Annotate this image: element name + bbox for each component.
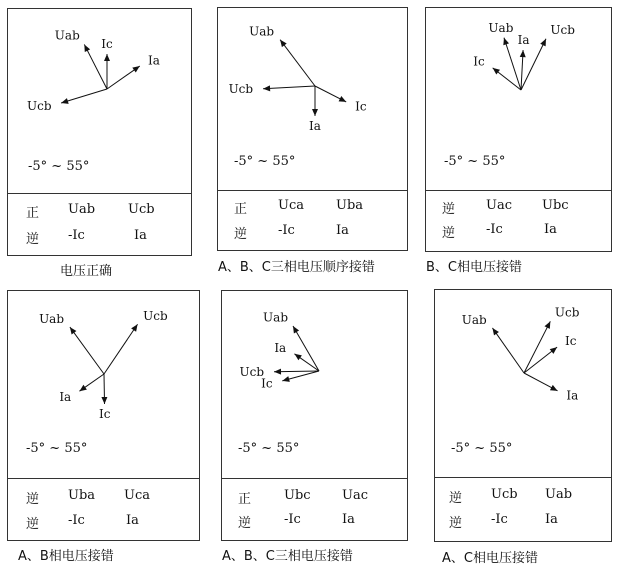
phasor-panel-5 — [221, 290, 408, 541]
arrowhead — [282, 376, 290, 382]
arrowhead — [101, 397, 107, 404]
vector-ic — [524, 334, 577, 373]
vector-uab — [488, 21, 521, 90]
row-2-col-1: -Ic — [284, 512, 301, 527]
caption-2: A、B、C三相电压顺序接错 — [218, 260, 375, 275]
angle-range: -5° ~ 55° — [26, 441, 88, 456]
row-2-col-2: Ia — [544, 222, 557, 237]
caption-5: A、B、C三相电压接错 — [222, 549, 353, 564]
vector-label: Ic — [98, 406, 111, 421]
vector-ic — [315, 86, 367, 113]
table-divider — [222, 478, 407, 479]
arrowhead — [293, 326, 299, 334]
vector-uab — [462, 313, 524, 373]
arrowhead — [550, 347, 557, 354]
vector-uab — [39, 312, 104, 374]
angle-range: -5° ~ 55° — [451, 441, 513, 456]
vector-label: Ic — [101, 37, 113, 51]
phasor-panel-4 — [7, 290, 200, 541]
vector-line — [524, 321, 550, 373]
vector-line — [293, 326, 319, 371]
row-2-sequence: 逆 — [442, 226, 456, 241]
row-1-col-2: Uac — [342, 488, 368, 503]
row-1-sequence: 正 — [26, 206, 40, 221]
vector-ucb — [27, 89, 107, 113]
vector-ia — [524, 373, 578, 403]
row-2-col-2: Ia — [126, 513, 139, 528]
vector-line — [61, 89, 107, 103]
arrowhead — [520, 50, 526, 57]
angle-range: -5° ~ 55° — [28, 159, 90, 174]
row-1-sequence: 逆 — [26, 492, 40, 507]
vector-uab — [263, 310, 319, 371]
angle-range: -5° ~ 55° — [234, 154, 296, 169]
vector-ucb — [104, 309, 168, 374]
row-2-col-2: Ia — [342, 512, 355, 527]
table-divider — [435, 477, 611, 478]
vector-line — [84, 44, 107, 89]
vector-ia — [59, 374, 104, 404]
vector-label: Ic — [355, 99, 367, 114]
vector-label: Ia — [147, 53, 160, 68]
vector-ia — [107, 53, 160, 89]
arrowhead — [131, 324, 137, 331]
vector-label: Ia — [517, 33, 530, 48]
vector-label: Ic — [473, 54, 485, 69]
angle-range: -5° ~ 55° — [238, 441, 300, 456]
vector-label: Uab — [249, 24, 275, 39]
arrowhead — [61, 98, 69, 104]
caption-4: A、B相电压接错 — [18, 549, 114, 564]
row-2-sequence: 逆 — [449, 516, 463, 531]
vector-line — [104, 324, 138, 374]
row-1-col-1: Uab — [68, 202, 96, 217]
arrowhead — [312, 109, 318, 116]
arrowhead — [263, 85, 270, 91]
arrowhead — [79, 385, 86, 391]
vector-label: Uab — [54, 28, 80, 43]
row-2-col-1: -Ic — [68, 513, 85, 528]
phasor-panel-3 — [425, 7, 612, 252]
vector-label: Ucb — [239, 364, 265, 379]
row-1-col-1: Ucb — [491, 487, 518, 502]
arrowhead — [294, 354, 301, 360]
arrowhead — [503, 38, 509, 46]
vector-ic — [99, 374, 111, 421]
caption-3: B、C相电压接错 — [426, 260, 522, 275]
vector-label: Uab — [488, 21, 514, 36]
vector-label: Ia — [309, 119, 321, 133]
vector-line — [492, 328, 524, 373]
phasor-panel-1 — [7, 8, 192, 256]
table-divider — [426, 190, 611, 191]
arrowhead — [493, 68, 500, 75]
row-2-col-2: Ia — [545, 512, 558, 527]
arrowhead — [280, 40, 287, 47]
vector-label: Ucb — [143, 308, 168, 323]
vector-ia — [309, 86, 321, 133]
row-1-col-2: Uca — [124, 488, 150, 503]
arrowhead — [104, 54, 110, 61]
phasor-panel-2 — [217, 7, 408, 251]
row-2-col-1: -Ic — [491, 512, 508, 527]
row-1-sequence: 正 — [234, 202, 248, 217]
arrowhead — [132, 66, 139, 72]
row-1-col-2: Uab — [545, 487, 573, 502]
vector-ia — [518, 33, 530, 90]
vector-line — [263, 86, 315, 89]
row-1-sequence: 逆 — [449, 491, 463, 506]
row-2-sequence: 逆 — [26, 517, 40, 532]
table-divider — [8, 478, 199, 479]
row-2-col-2: Ia — [134, 228, 147, 243]
caption-6: A、C相电压接错 — [442, 551, 538, 566]
row-1-col-1: Uba — [68, 488, 96, 503]
row-2-sequence: 逆 — [234, 227, 248, 242]
angle-range: -5° ~ 55° — [444, 154, 506, 169]
vector-label: Ucb — [27, 98, 52, 113]
row-1-col-2: Ucb — [128, 202, 155, 217]
row-1-col-1: Ubc — [284, 488, 311, 503]
vector-label: Ia — [274, 341, 287, 356]
vector-label: Uab — [461, 312, 487, 327]
vector-ic — [261, 371, 319, 390]
row-1-sequence: 正 — [238, 492, 252, 507]
row-1-col-1: Uca — [278, 198, 304, 213]
caption-1: 电压正确 — [60, 264, 113, 279]
row-2-col-2: Ia — [336, 223, 349, 238]
vector-label: Ia — [59, 389, 72, 404]
table-divider — [8, 193, 191, 194]
arrowhead — [274, 369, 281, 375]
row-2-col-1: -Ic — [68, 228, 85, 243]
vector-label: Ia — [566, 388, 579, 403]
table-divider — [218, 190, 407, 191]
phasor-panel-6 — [434, 289, 612, 542]
vector-label: Ic — [261, 376, 273, 391]
row-1-col-2: Ubc — [542, 198, 569, 213]
row-1-col-2: Uba — [336, 198, 364, 213]
row-2-col-1: -Ic — [486, 222, 503, 237]
vector-ucb — [229, 82, 315, 96]
arrowhead — [492, 328, 498, 335]
vector-ucb — [239, 365, 319, 379]
vector-line — [70, 327, 104, 374]
vector-label: Ucb — [554, 305, 580, 320]
vector-label: Ic — [564, 333, 577, 348]
vector-label: Uab — [39, 311, 65, 326]
vector-ia — [274, 341, 319, 371]
row-1-col-1: Uac — [486, 198, 512, 213]
vector-label: Uab — [263, 310, 288, 325]
vector-label: Ucb — [550, 22, 575, 37]
arrowhead — [70, 327, 77, 334]
row-2-sequence: 逆 — [26, 232, 40, 247]
vector-uab — [55, 29, 107, 89]
vector-label: Ucb — [228, 82, 254, 97]
row-2-sequence: 逆 — [238, 516, 252, 531]
vector-line — [280, 40, 315, 86]
row-2-col-1: -Ic — [278, 223, 295, 238]
vector-ic — [473, 55, 521, 90]
vector-uab — [249, 25, 315, 86]
row-1-sequence: 逆 — [442, 202, 456, 217]
